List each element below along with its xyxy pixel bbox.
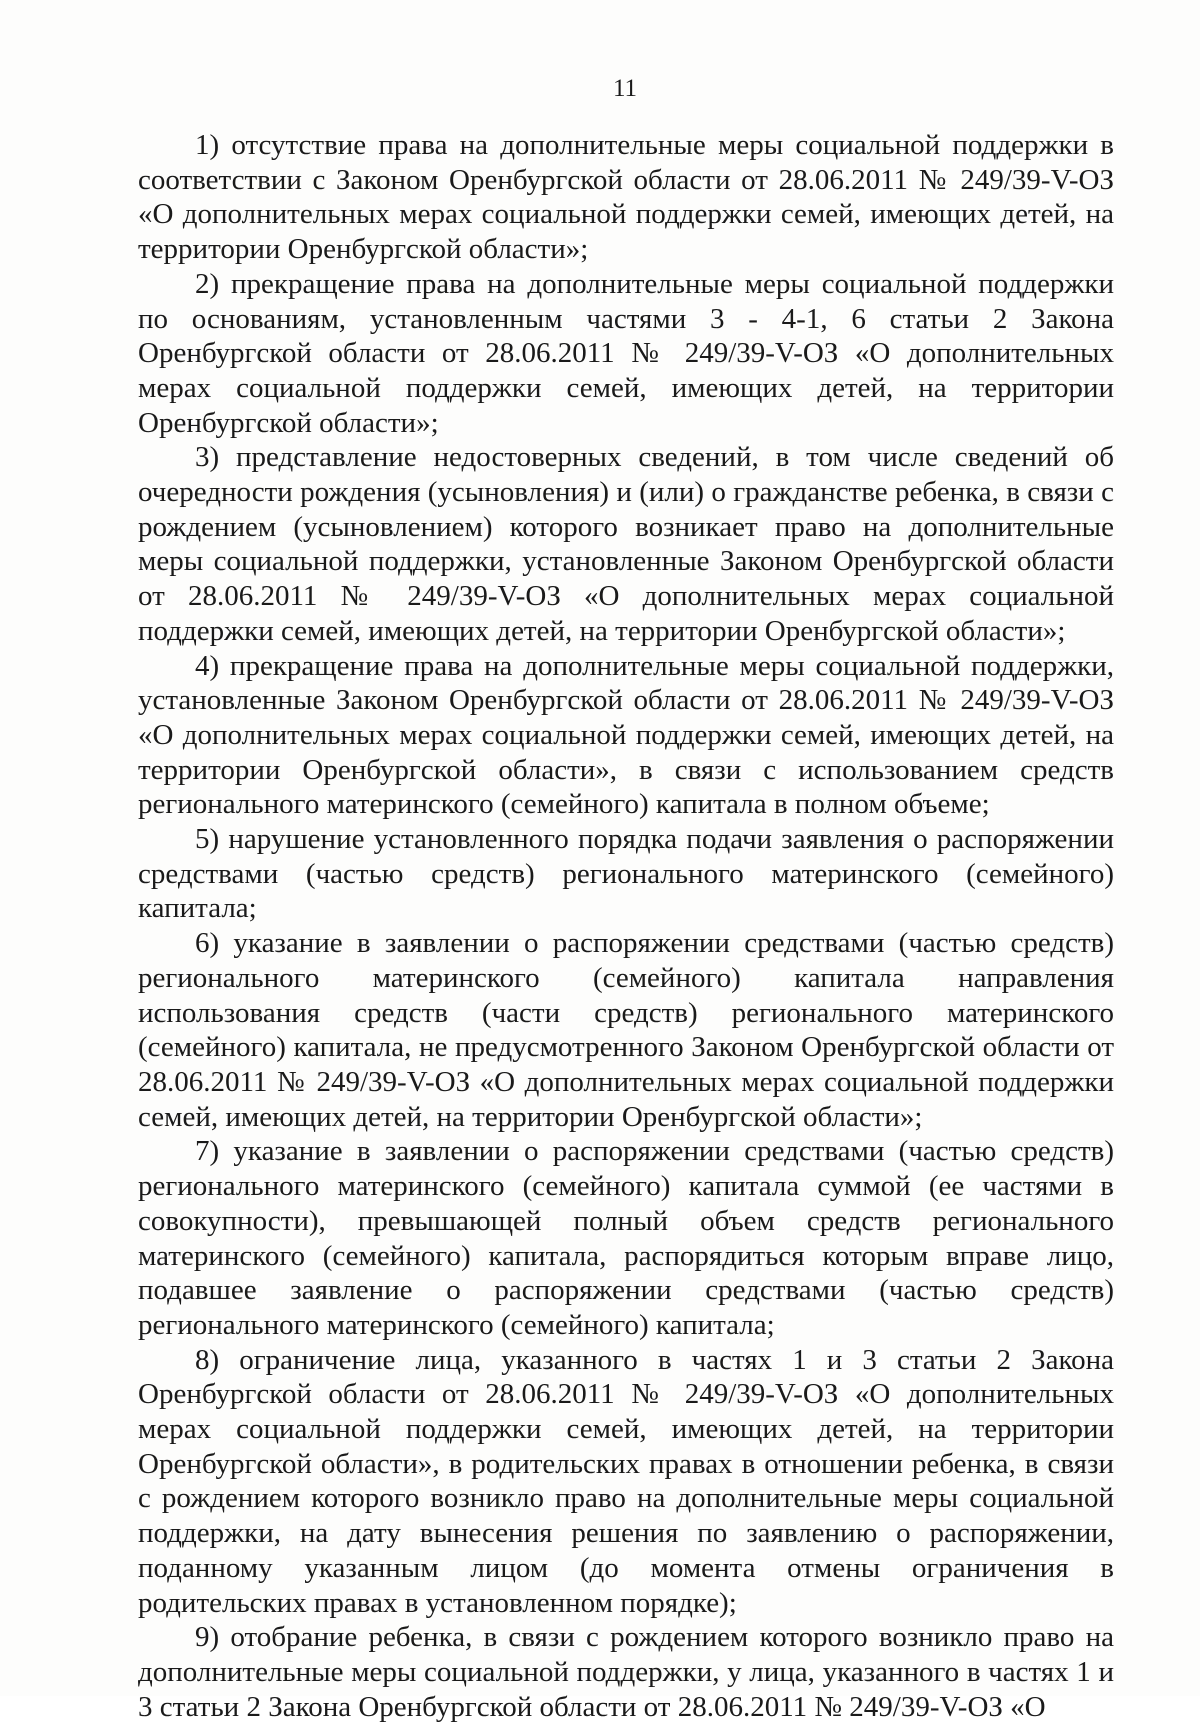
list-item-5: 5) нарушение установленного порядка подачи заявления о распоряжении средствами (частью средств) регионального материнского (семейного) капитала; xyxy=(138,823,1114,925)
list-item-2: 2) прекращение права на дополнительные меры социальной поддержки по основаниям, установленным частями 3 - 4-1, 6 статьи 2 Закона Оренбургской области от 28.06.2011 № 249/39-V-ОЗ «О дополнительных мерах социальной поддержки семей, имеющих детей, на территории Оренбургской области»; xyxy=(138,267,1114,439)
list-item-3: 3) представление недостоверных сведений, в том числе сведений об очередности рождения (усыновления) и (или) о гражданстве ребенка, в связи с рождением (усыновлением) которого возникает право на дополнительные меры социальной поддержки, установленные Законом Оренбургской области от 28.06.2011 № 249/39-V-ОЗ «О дополнительных мерах социальной поддержки семей, имеющих детей, на территории Оренбургской области»; xyxy=(138,441,1114,647)
list-item-8: 8) ограничение лица, указанного в частях 1 и 3 статьи 2 Закона Оренбургской области от 28.06.2011 № 249/39-V-ОЗ «О дополнительных мерах социальной поддержки семей, имеющих детей, на территории Оренбургской области», в родительских правах в отношении ребенка, в связи с рождением которого возникло право на дополнительные меры социальной поддержки, на дату вынесения решения по заявлению о распоряжении, поданному указанным лицом (до момента отмены ограничения в родительских правах в установленном порядке); xyxy=(138,1343,1114,1619)
list-item-4: 4) прекращение права на дополнительные меры социальной поддержки, установленные Законом Оренбургской области от 28.06.2011 № 249/39-V-ОЗ «О дополнительных мерах социальной поддержки семей, имеющих детей, на территории Оренбургской области», в связи с использованием средств регионального материнского (семейного) капитала в полном объеме; xyxy=(138,649,1114,821)
document-body xyxy=(138,128,1114,1724)
list-item-1: 1) отсутствие права на дополнительные меры социальной поддержки в соответствии с Законом Оренбургской области от 28.06.2011 № 249/39-V-ОЗ «О дополнительных мерах социальной поддержки семей, имеющих детей, на территории Оренбургской области»; xyxy=(138,129,1114,266)
list-item-7: 7) указание в заявлении о распоряжении средствами (частью средств) регионального материнского (семейного) капитала суммой (ее частями в совокупности), превышающей полный объем средств регионального материнского (семейного) капитала, распорядиться которым вправе лицо, подавшее заявление о распоряжении средствами (частью средств) регионального материнского (семейного) капитала; xyxy=(138,1135,1114,1341)
list-item-6: 6) указание в заявлении о распоряжении средствами (частью средств) регионального материнского (семейного) капитала направления использования средств (части средств) регионального материнского (семейного) капитала, не предусмотренного Законом Оренбургской области от 28.06.2011 № 249/39-V-ОЗ «О дополнительных мерах социальной поддержки семей, имеющих детей, на территории Оренбургской области»; xyxy=(138,927,1114,1133)
list-item-9: 9) отобрание ребенка, в связи с рождением которого возникло право на дополнительные меры социальной поддержки, у лица, указанного в частях 1 и 3 статьи 2 Закона Оренбургской области от 28.06.2011 № 249/39-V-ОЗ «О xyxy=(138,1621,1114,1723)
page-number: 11 xyxy=(612,75,638,102)
